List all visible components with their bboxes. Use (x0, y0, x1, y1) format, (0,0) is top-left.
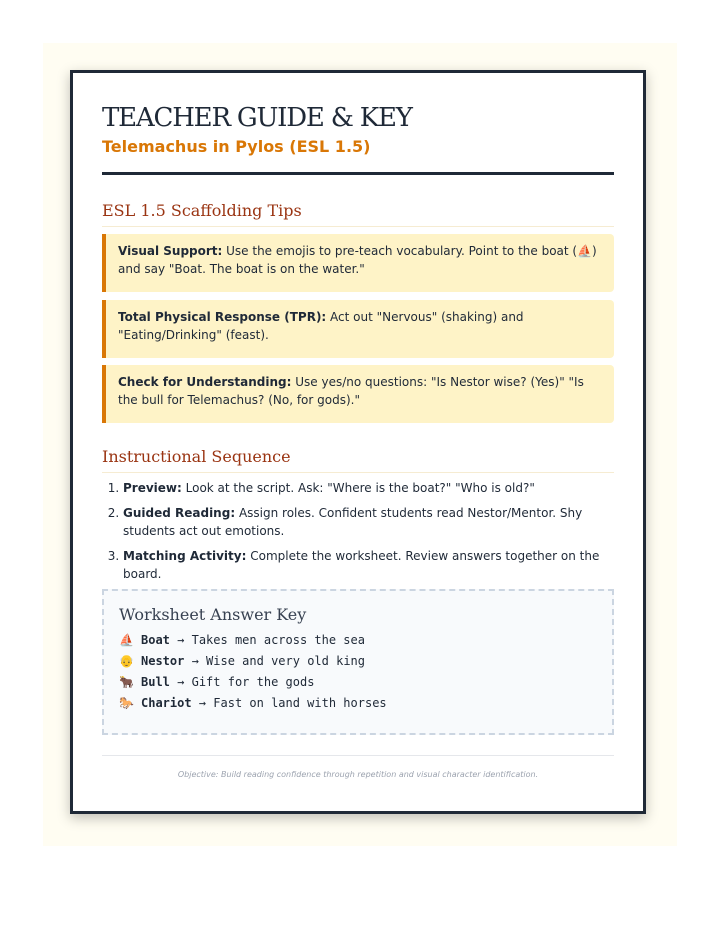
objective-footer: Objective: Build reading confidence through repetition and visual character identification. (177, 770, 539, 779)
step-label: Guided Reading: (123, 506, 236, 520)
footer-divider (102, 755, 614, 756)
instructional-sequence-list (102, 479, 614, 590)
tip-text: Use the emojis to pre-teach vocabulary. Point to the boat (⛵) and say "Boat. The boat is on the water." (118, 244, 597, 276)
tip-label: Visual Support: (118, 244, 223, 258)
answer-word: Bull (141, 675, 170, 689)
worksheet-answer-key (102, 589, 614, 735)
step-label: Preview: (123, 481, 182, 495)
answer-row-nestor (119, 651, 612, 672)
answer-word: Chariot (141, 696, 192, 710)
answer-key-title: Worksheet Answer Key (119, 605, 307, 624)
page-subtitle: Telemachus in Pylos (ESL 1.5) (102, 137, 371, 156)
title-divider (102, 172, 614, 175)
sequence-step-preview (123, 479, 614, 497)
answer-row-boat (119, 630, 612, 651)
instructional-sequence-heading: Instructional Sequence (102, 447, 614, 473)
step-label: Matching Activity: (123, 549, 247, 563)
answer-row-bull (119, 672, 612, 693)
answer-word: Boat (141, 633, 170, 647)
horse-icon: 🐎 (119, 696, 134, 710)
answer-definition: Takes men across the sea (191, 633, 365, 647)
tip-label: Total Physical Response (TPR): (118, 310, 327, 324)
answer-definition: Gift for the gods (191, 675, 315, 689)
tip-visual-support (102, 234, 614, 292)
answer-definition: Wise and very old king (206, 654, 365, 668)
step-text: Look at the script. Ask: "Where is the boat?" "Who is old?" (181, 481, 535, 495)
tip-text: Use yes/no questions: "Is Nestor wise? (Yes)" "Is the bull for Telemachus? (No, for gods)." (118, 375, 584, 407)
page-title: TEACHER GUIDE & KEY (102, 103, 412, 133)
ox-icon: 🐂 (119, 675, 134, 689)
sailboat-icon: ⛵ (119, 633, 134, 647)
answer-definition: Fast on land with horses (213, 696, 387, 710)
step-text: Complete the worksheet. Review answers together on the board. (123, 549, 600, 581)
tip-label: Check for Understanding: (118, 375, 292, 389)
old-man-icon: 👴 (119, 654, 134, 668)
answer-arrow: → (184, 654, 207, 668)
sequence-step-guided-reading (123, 504, 614, 540)
scaffolding-tips-heading: ESL 1.5 Scaffolding Tips (102, 201, 614, 227)
sequence-step-matching-activity (123, 547, 614, 583)
answer-row-chariot (119, 693, 612, 714)
answer-word: Nestor (141, 654, 185, 668)
tip-check-for-understanding (102, 365, 614, 423)
teacher-guide-page (70, 70, 646, 814)
tip-total-physical-response (102, 300, 614, 358)
tip-text: Act out "Nervous" (shaking) and "Eating/Drinking" (feast). (118, 310, 524, 342)
answer-arrow: → (169, 675, 192, 689)
answer-arrow: → (169, 633, 192, 647)
answer-arrow: → (191, 696, 214, 710)
step-text: Assign roles. Confident students read Nestor/Mentor. Shy students act out emotions. (123, 506, 583, 538)
